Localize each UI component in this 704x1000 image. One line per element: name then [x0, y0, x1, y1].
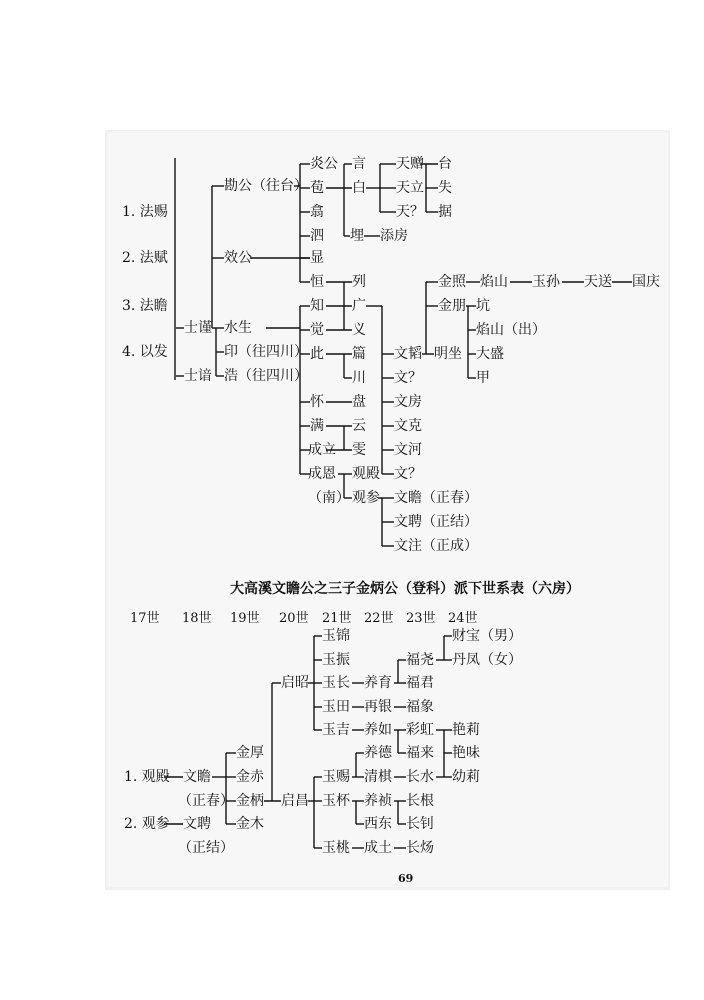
tree-node: 大盛: [476, 346, 504, 362]
tree-node: 玉吉: [322, 722, 350, 738]
tree-node: 成恩: [308, 466, 336, 482]
tree-node: 成土: [364, 840, 392, 856]
tree-node: 金厚: [236, 745, 264, 761]
page-number: 69: [398, 872, 414, 885]
tree-node: 恒: [310, 274, 324, 290]
tree-node: 云: [352, 418, 366, 434]
tree-node: 坑: [476, 298, 490, 314]
tree-node: 4. 以发: [122, 344, 168, 360]
tree-node: 启昭: [281, 675, 309, 691]
tree-node: 文克: [394, 418, 422, 434]
tree-node: 文？: [394, 466, 422, 482]
tree-node: 天送: [584, 274, 612, 290]
tree-node: 添房: [380, 228, 408, 244]
tree-node: 文注（正成）: [394, 538, 478, 554]
tree-node: 再银: [364, 699, 392, 715]
tree-node: 翕: [310, 204, 324, 220]
tree-node: 艳莉: [452, 722, 480, 738]
tree-node: 金照: [438, 274, 466, 290]
tree-node: 玉锦: [322, 628, 350, 644]
tree-node: 满: [310, 418, 324, 434]
tree-node: 国庆: [632, 274, 660, 290]
tree-node: 浩（往四川）: [224, 368, 308, 384]
tree-node: 成立: [308, 442, 336, 458]
tree-node: 埋: [350, 228, 364, 244]
generation-label: 22世: [364, 611, 394, 626]
tree-node: 文？: [394, 370, 422, 386]
tree-node: 金木: [236, 816, 264, 832]
generation-label: 23世: [406, 611, 436, 626]
tree-node: 印（往四川）: [224, 344, 308, 360]
tree-node: 观参: [352, 490, 380, 506]
tree-node: 士谙: [184, 368, 212, 384]
tree-node: 福来: [406, 745, 434, 761]
tree-node: 1. 法赐: [122, 204, 168, 220]
tree-node: 白: [352, 180, 366, 196]
tree-node: 玉长: [322, 675, 350, 691]
tree-node: 玉孙: [532, 274, 560, 290]
tree-node: 艳味: [452, 745, 480, 761]
generation-label: 24世: [448, 611, 478, 626]
tree-node: 怀: [310, 394, 324, 410]
tree-node: 启昌: [281, 793, 309, 809]
tree-node: 觉: [310, 322, 324, 338]
tree-node: 甲: [476, 370, 490, 386]
tree-node: 养如: [364, 722, 392, 738]
section-title: 大高溪文瞻公之三子金炳公（登科）派下世系表（六房）: [230, 581, 580, 597]
tree-node: 言: [352, 156, 366, 172]
tree-node: 此: [310, 346, 324, 362]
tree-node: 玉田: [322, 699, 350, 715]
tree-node: 天？: [396, 204, 424, 220]
tree-node: 养德: [364, 745, 392, 761]
tree-node: 勘公（往台）: [224, 178, 308, 194]
tree-node: 明坐: [434, 346, 462, 362]
tree-node: 焰山: [480, 274, 508, 290]
tree-node: 观殿: [352, 466, 380, 482]
tree-node: 文河: [394, 442, 422, 458]
tree-node: 失: [438, 180, 452, 196]
tree-node: 福君: [406, 675, 434, 691]
tree-node: 2. 观参: [124, 816, 170, 832]
tree-node: 苞: [310, 180, 324, 196]
tree-node: 彩虹: [406, 722, 434, 738]
tree-node: 文房: [394, 394, 422, 410]
tree-node: （南）: [308, 490, 350, 506]
tree-node: 台: [438, 156, 452, 172]
tree-node: 天赠: [396, 156, 424, 172]
tree-node: 玉振: [322, 652, 350, 668]
tree-node: 养祯: [364, 793, 392, 809]
tree-node: 文聘（正结）: [394, 514, 478, 530]
tree-node: 焰山（出）: [476, 322, 546, 338]
tree-node: 义: [352, 322, 366, 338]
tree-node: 文韬: [394, 346, 422, 362]
tree-node: 养育: [364, 675, 392, 691]
tree-node: 金赤: [236, 769, 264, 785]
tree-node: 广: [352, 298, 366, 314]
tree-node: 列: [352, 274, 366, 290]
tree-node: 文瞻: [183, 769, 211, 785]
tree-node: 篇: [352, 346, 366, 362]
generation-label: 20世: [279, 611, 309, 626]
tree-node: 据: [438, 204, 452, 220]
tree-node: 长根: [406, 793, 434, 809]
tree-node: 士谨: [184, 320, 212, 336]
tree-node: 3. 法瞻: [122, 298, 168, 314]
tree-node: 玉桃: [322, 840, 350, 856]
tree-node: （正春）: [178, 793, 234, 809]
generation-label: 21世: [322, 611, 352, 626]
tree-node: （正结）: [178, 840, 234, 856]
tree-node: 水生: [224, 320, 252, 336]
tree-node: 盘: [352, 394, 366, 410]
tree-node: 泗: [310, 228, 324, 244]
generation-label: 19世: [230, 611, 260, 626]
tree-node: 1. 观殿: [124, 769, 170, 785]
tree-node: 知: [310, 298, 324, 314]
generation-label: 18世: [182, 611, 212, 626]
tree-node: 长水: [406, 769, 434, 785]
tree-node: 效公: [224, 250, 252, 266]
tree-node: 显: [310, 250, 324, 266]
tree-node: 财宝（男）: [452, 628, 522, 644]
tree-node: 幼莉: [452, 769, 480, 785]
tree-node: 长炀: [406, 840, 434, 856]
tree-node: 玉杯: [322, 793, 350, 809]
tree-node: 福象: [406, 699, 434, 715]
tree-node: 2. 法赋: [122, 250, 168, 266]
tree-node: 福尧: [406, 652, 434, 668]
tree-node: 金朋: [438, 298, 466, 314]
tree-node: 雯: [352, 442, 366, 458]
tree-node: 天立: [396, 180, 424, 196]
tree-node: 长钊: [406, 816, 434, 832]
tree-node: 玉赐: [322, 769, 350, 785]
tree-node: 金柄: [236, 793, 264, 809]
tree-node: 西东: [364, 816, 392, 832]
tree-node: 川: [352, 370, 366, 386]
tree-node: 清棋: [364, 769, 392, 785]
generation-label: 17世: [130, 611, 160, 626]
tree-node: 文瞻（正春）: [394, 490, 478, 506]
tree-node: 炎公: [310, 156, 338, 172]
tree-node: 丹凤（女）: [452, 652, 522, 668]
tree-node: 文聘: [183, 816, 211, 832]
